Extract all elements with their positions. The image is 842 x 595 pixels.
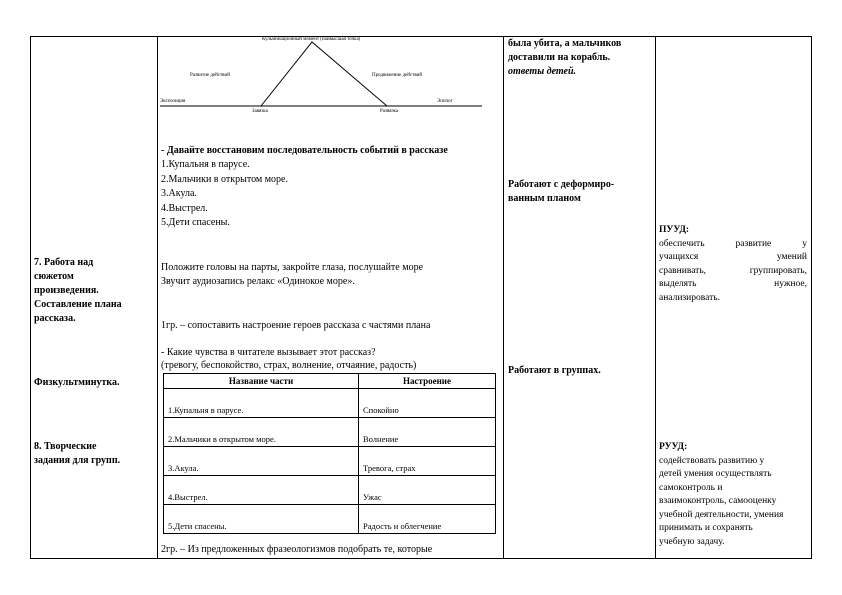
stage-8-line: задания для групп.: [34, 455, 121, 466]
diagram-label-resolution: Развязка: [380, 109, 399, 114]
table-cell-part: 1.Купальня в парусе.: [164, 389, 359, 418]
table-cell-part: 5.Дети спасены.: [164, 505, 359, 534]
table-row: [164, 418, 496, 447]
puud-block: [659, 224, 807, 305]
activity-line: Работают с деформиро-: [508, 179, 615, 190]
table-header-mood: Настроение: [359, 374, 496, 389]
column-divider-2: [503, 36, 504, 559]
answer-note: ответы детей.: [508, 66, 577, 77]
diagram-label-exposition: Экспозиция: [160, 99, 186, 104]
ruud-title: РУУД:: [659, 442, 688, 452]
table-cell-mood: Радость и облегчение: [359, 505, 496, 534]
mood-table: [163, 373, 496, 534]
puud-line: учащихся умений: [659, 252, 807, 262]
ruud-block: [659, 441, 807, 549]
table-row: [164, 476, 496, 505]
ruud-line: принимать и сохранять: [659, 523, 753, 533]
ruud-line: самоконтроль и: [659, 482, 723, 493]
diagram-label-top: Кульминационный момент (наивысшая точка): [262, 37, 361, 42]
table-row: [164, 447, 496, 476]
stage-7-line: произведения.: [34, 285, 99, 296]
plan-item: 5.Дети спасены.: [161, 217, 230, 228]
stage-7-line: сюжетом: [34, 271, 74, 282]
plot-structure-diagram: [157, 36, 503, 120]
puud-line: выделять нужное,: [659, 279, 807, 289]
ruud-line: учебной деятельности, умения: [659, 509, 784, 520]
answer-line: доставили на корабль.: [508, 52, 611, 63]
plan-list: [161, 158, 288, 231]
ruud-line: содействовать развитию у: [659, 455, 765, 466]
table-border-right: [811, 36, 812, 559]
plan-item: 3.Акула.: [161, 188, 197, 199]
stage-7-line: Составление плана: [34, 299, 122, 310]
puud-line: сравнивать, группировать,: [659, 265, 807, 276]
puud-title: ПУУД:: [659, 225, 690, 235]
stage-7-label: [34, 256, 154, 326]
puud-line: анализировать.: [659, 292, 720, 303]
ruud-line: детей умения осуществлять: [659, 469, 772, 479]
feelings-options: (тревогу, беспокойство, страх, волнение, отчаяние, радость): [161, 360, 417, 371]
table-row: [164, 505, 496, 534]
diagram-label-epilogue: Эпилог: [437, 99, 453, 104]
table-cell-part: 4.Выстрел.: [164, 476, 359, 505]
diagram-label-progression: Продвижение действий: [372, 73, 423, 78]
table-border-bottom: [30, 558, 812, 559]
plan-item: 2.Мальчики в открытом море.: [161, 173, 288, 185]
deformed-plan-activity: [508, 178, 654, 206]
plan-item: 4.Выстрел.: [161, 202, 208, 214]
group-work-activity: Работают в группах.: [508, 365, 601, 376]
puud-line: обеспечить развитие у: [659, 238, 807, 249]
fizminutka-label: Физкультминутка.: [34, 377, 120, 388]
plan-item: 1.Купальня в парусе.: [161, 159, 250, 170]
ruud-line: взаимоконтроль, самооценку: [659, 496, 777, 506]
diagram-label-opening: Завязка: [252, 109, 268, 114]
table-cell-mood: Волнение: [359, 418, 496, 447]
diagram-triangle: [261, 42, 387, 106]
table-border-left: [30, 36, 31, 559]
column-divider-3: [655, 36, 656, 559]
table-cell-mood: Ужас: [359, 476, 496, 505]
ruud-line: учебную задачу.: [659, 536, 725, 547]
group-2-task: 2гр. – Из предложенных фразеологизмов подобрать те, которые: [161, 544, 433, 555]
stage-8-line: 8. Творческие: [34, 441, 97, 452]
table-header-row: [164, 374, 496, 389]
diagram-label-development: Развитие действий: [190, 73, 230, 78]
table-cell-mood: Спокойно: [359, 389, 496, 418]
group-1-task: 1гр. – сопоставить настроение героев рассказа с частями плана: [161, 320, 431, 331]
stage-7-line: рассказа.: [34, 313, 76, 324]
restore-sequence-intro: - Давайте восстановим последовательность событий в рассказе: [161, 145, 448, 156]
stage-7-line: 7. Работа над: [34, 257, 94, 268]
table-header-part: Название части: [164, 374, 359, 389]
table-cell-mood: Тревога, страх: [359, 447, 496, 476]
activity-line: ванным планом: [508, 193, 581, 204]
feelings-question: - Какие чувства в читателе вызывает этот рассказ?: [161, 347, 376, 358]
answer-line: была убита, а мальчиков: [508, 38, 622, 49]
stage-8-label: [34, 440, 154, 468]
table-cell-part: 3.Акула.: [164, 447, 359, 476]
table-row: [164, 389, 496, 418]
relax-instruction: Положите головы на парты, закройте глаза, послушайте море: [161, 262, 424, 273]
relax-audio-note: Звучит аудиозапись релакс «Одинокое море».: [161, 276, 355, 287]
student-answer-block: [508, 37, 654, 79]
table-cell-part: 2.Мальчики в открытом море.: [164, 418, 359, 447]
